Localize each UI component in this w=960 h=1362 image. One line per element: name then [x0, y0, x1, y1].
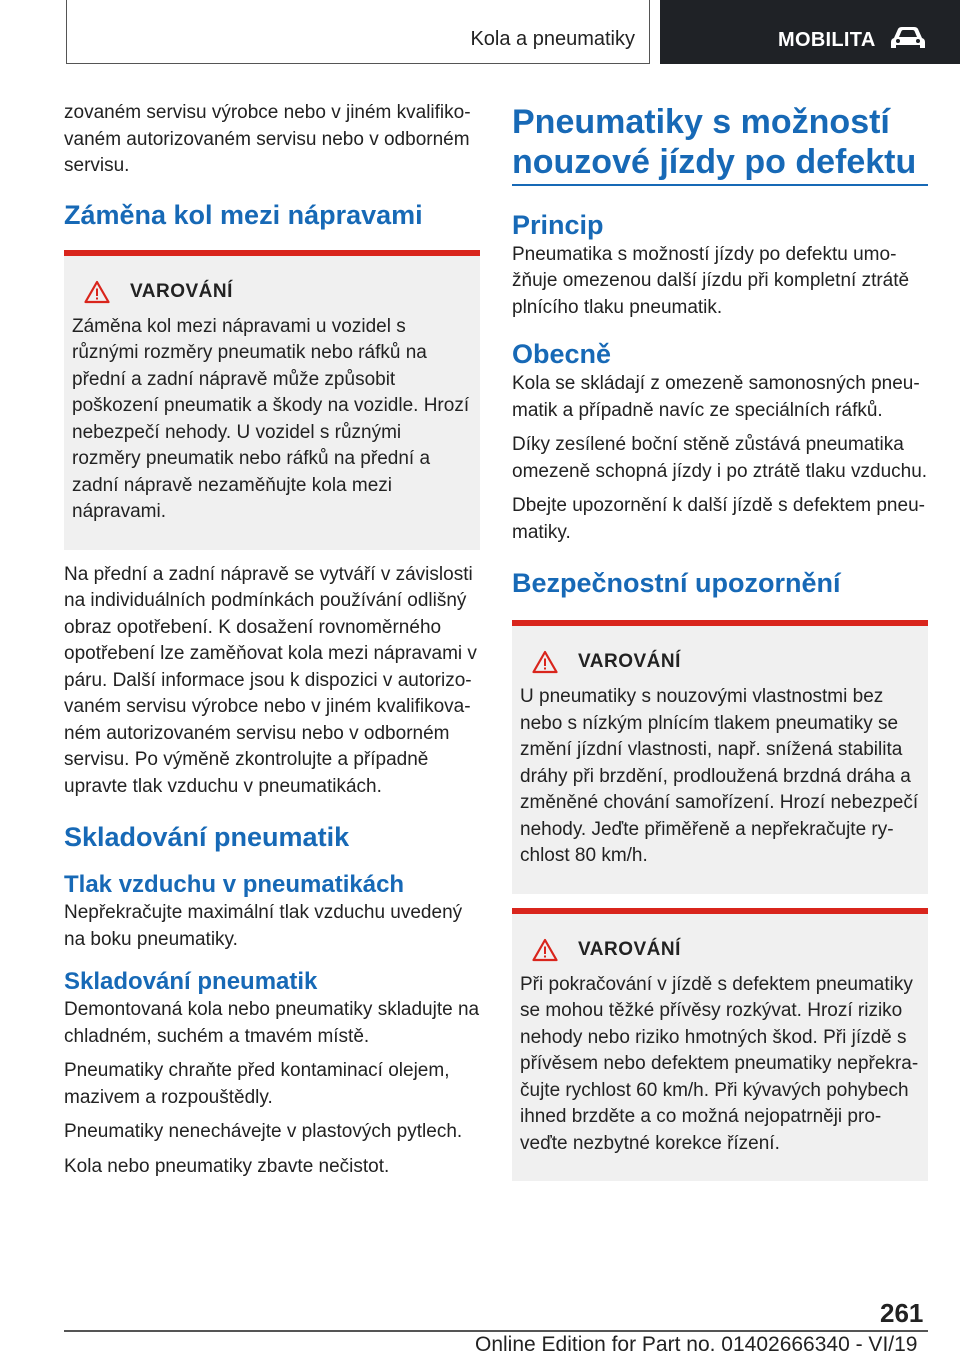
heading-tire-storage-sub: Skladování pneumatik	[64, 968, 318, 995]
storage-paragraph-1: Demontovaná kola nebo pneumatiky skladujte na chladném, suchém a tmavém místě.	[64, 999, 480, 1047]
header-section-title: Kola a pneumatiky	[470, 28, 635, 50]
warning-text: Při pokračování v jízdě s defektem pneumatiky se mohou těžké přívěsy rozkývat. Hrozí riziko nehody nebo riziko hmotných škod. Při jízdě s přívěsem nebo defektem pneumatiky nepřekračujte rychlost 60 km/h. Při kývavých pohybech ihned brzděte a co možná nejopatrněji proveďte nezbytné korekce řízení.	[520, 973, 919, 1154]
warning-title: VAROVÁNÍ	[130, 280, 233, 302]
warning-box-trailer	[512, 908, 928, 1182]
footer-rule	[64, 1330, 928, 1332]
storage-paragraph-4: Kola nebo pneumatiky zbavte nečistot.	[64, 1155, 390, 1177]
warning-title: VAROVÁNÍ	[578, 651, 681, 672]
car-icon	[888, 24, 928, 52]
warning-triangle-icon	[532, 938, 558, 962]
swap-paragraph: Na přední a zadní nápravě se vytváří v závislosti na individuálních podmínkách používání odlišný obraz opotřebení. K dosažení rovnoměrného opotřebení lze zaměňovat kola mezi nápravami v páru. Další informace jsou k dispozici v autorizovaném servisu výrobce nebo v jiném kvalifikovaném autorizovaném servisu nebo v odborném servisu. Po výměně zkontrolujte a případně upravte tlak vzduchu v pneumatikách.	[64, 563, 477, 797]
storage-paragraph-2: Pneumatiky chraňte před kontaminací olejem, mazivem a rozpouštědly.	[64, 1060, 450, 1108]
header-chapter-title: MOBILITA	[778, 29, 876, 51]
principle-paragraph: Pneumatika s možností jízdy po defektu umožňuje omezenou další jízdu při kompletní ztrátě plnícího tlaku pneumatik.	[512, 243, 910, 318]
general-paragraph-1: Kola se skládají z omezeně samonosných pneumatik a případně navíc ze speciálních ráfků.	[512, 373, 920, 421]
right-column	[512, 100, 928, 1181]
footer-edition: Online Edition for Part no. 01402666340 - VI/19	[475, 1333, 918, 1356]
warning-box-runflat-speed	[512, 620, 928, 894]
heading-tire-pressure: Tlak vzduchu v pneumatikách	[64, 871, 405, 898]
heading-general: Obecně	[512, 339, 612, 369]
left-column	[64, 100, 480, 1188]
warning-title: VAROVÁNÍ	[578, 938, 681, 960]
heading-safety: Bezpečnostní upozornění	[512, 568, 841, 598]
heading-tire-storage: Skladování pneumatik	[64, 822, 350, 852]
general-paragraph-3: Dbejte upozornění k další jízdě s defektem pneumatiky.	[512, 495, 925, 543]
page-number: 261	[880, 1298, 924, 1328]
warning-text: U pneumatiky s nouzovými vlastnostmi bez nebo s nízkým plnícím tlakem pneumatiky se změní jízdní vlastnosti, např. snížená stabilita dráhy při brzdění, prodloužená brzdná dráha a změněné chování samořízení. Hrozí nebezpečí nehody. Jeďte přiměřeně a nepřekračujte rychlost 80 km/h.	[520, 686, 919, 866]
warning-triangle-icon	[532, 650, 558, 674]
header-chapter-box	[660, 0, 960, 64]
general-paragraph-2: Díky zesílené boční stěně zůstává pneumatika omezeně schopná jízdy i po ztrátě tlaku vzduchu.	[512, 434, 928, 482]
pressure-paragraph: Nepřekračujte maximální tlak vzduchu uvedený na boku pneumatiky.	[64, 902, 463, 950]
heading-runflat: Pneumatiky s možností nouzové jízdy po defektu	[512, 103, 917, 181]
warning-triangle-icon	[84, 280, 110, 304]
warning-box-swap	[64, 250, 480, 550]
storage-paragraph-3: Pneumatiky nenechávejte v plastových pytlech.	[64, 1121, 463, 1142]
heading-rule	[512, 184, 928, 186]
header-section-box	[66, 0, 650, 64]
heading-principle: Princip	[512, 209, 604, 240]
heading-wheel-swap: Záměna kol mezi nápravami	[64, 199, 423, 230]
warning-text: Záměna kol mezi nápravami u vozidel s různými rozměry pneumatik nebo ráfků na přední a zadní nápravě může způsobit poškození pneumatik a škody na vozidle. Hrozí nebezpečí nehody. U vozidel s různými rozměry pneumatik nebo ráfků na přední a zadní nápravě nezaměňujte kola mezi nápravami.	[72, 315, 470, 522]
intro-paragraph: zovaném servisu výrobce nebo v jiném kvalifikovaném autorizovaném servisu nebo v odborném servisu.	[64, 102, 471, 176]
